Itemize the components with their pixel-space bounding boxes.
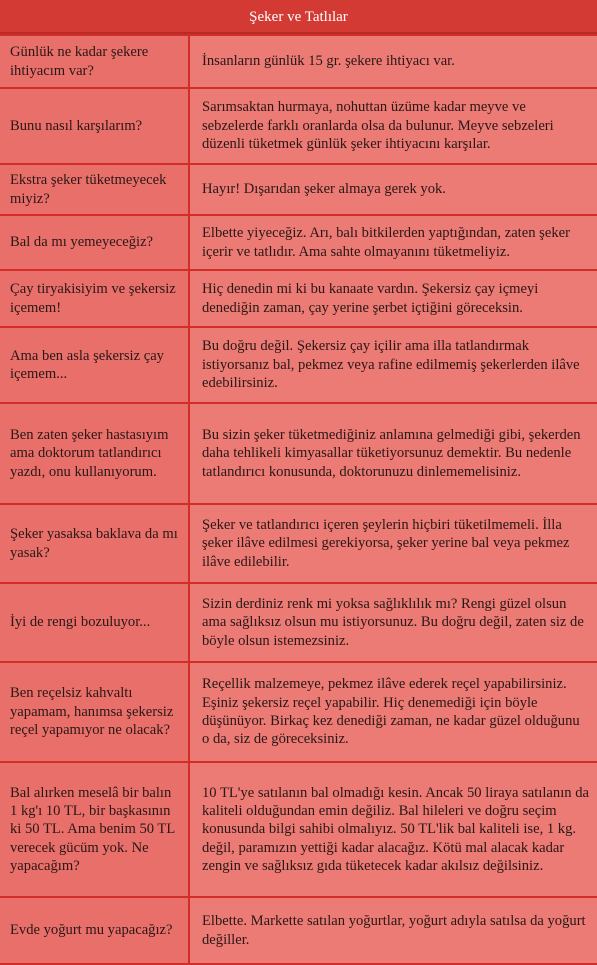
table-row <box>0 327 597 403</box>
answer-cell: Şeker ve tatlandırıcı içeren şeylerin hiçbiri tüketilmemeli. İlla şeker ilâve edilmesi gerekiyorsa, şeker yerine bal veya pekmez ilâve edilebilir. <box>189 504 597 583</box>
question-cell: Bal da mı yemeyeceğiz? <box>0 215 189 270</box>
question-cell: Şeker yasaksa baklava da mı yasak? <box>0 504 189 583</box>
table-row <box>0 504 597 583</box>
answer-cell: Elbette yiyeceğiz. Arı, balı bitkilerden yaptığından, zaten şeker içerir ve tatlıdır. Ama sahte olmayanını tüketmeliyiz. <box>189 215 597 270</box>
answer-cell: 10 TL'ye satılanın bal olmadığı kesin. Ancak 50 liraya satılanın da kaliteli olduğundan emin değiliz. Bal hileleri ve doğru seçim konusunda bilgi sahibi olmalıyız. 50 TL'lik bal kaliteli ise, 1 kg. değil, paramızın yettiği kadar alacağız. Kötü mal alacak kadar zengin ve sağlıksız gıda tüketecek kadar akılsız değilsiniz. <box>189 762 597 897</box>
question-cell: Ama ben asla şekersiz çay içemem... <box>0 327 189 403</box>
table-row <box>0 164 597 215</box>
answer-cell: Elbette. Markette satılan yoğurtlar, yoğurt adıyla satılsa da yoğurt değiller. <box>189 897 597 964</box>
table-row <box>0 583 597 662</box>
answer-cell: Bu doğru değil. Şekersiz çay içilir ama illa tatlandırmak istiyorsanız bal, pekmez veya rafine edilmemiş şekerlerden ilâve edebilirsiniz. <box>189 327 597 403</box>
table-row <box>0 88 597 164</box>
question-cell: Ben zaten şeker hastasıyım ama doktorum tatlandırıcı yazdı, onu kullanıyorum. <box>0 403 189 504</box>
answer-cell: Hayır! Dışarıdan şeker almaya gerek yok. <box>189 164 597 215</box>
table-row <box>0 403 597 504</box>
question-cell: Günlük ne kadar şekere ihtiyacım var? <box>0 35 189 88</box>
table-row <box>0 897 597 964</box>
answer-cell: Sizin derdiniz renk mi yoksa sağlıklılık mı? Rengi güzel olsun ama sağlıksız olsun mu istiyorsunuz. Bu doğru değil, zaten siz de böyle olsun istemezsiniz. <box>189 583 597 662</box>
question-cell: Çay tiryakisiyim ve şekersiz içemem! <box>0 270 189 327</box>
answer-cell: Hiç denedin mi ki bu kanaate vardın. Şekersiz çay içmeyi denediğin zaman, çay yerine şerbet içtiğini göreceksin. <box>189 270 597 327</box>
table-row <box>0 762 597 897</box>
answer-cell: Reçellik malzemeye, pekmez ilâve ederek reçel yapabilirsiniz. Eşiniz şekersiz reçel yapabilir. Hiç denemediği için böyle düşünüyor. Birkaç kez denediği zaman, ne kadar güzel olduğunu o da, siz de göreceksiniz. <box>189 662 597 762</box>
question-cell: Evde yoğurt mu yapacağız? <box>0 897 189 964</box>
table-row <box>0 270 597 327</box>
answer-cell: Bu sizin şeker tüketmediğiniz anlamına gelmediği gibi, şekerden daha tehlikeli kimyasallar tüketiyorsunuz demektir. Bu nedenle tatlandırıcı konusunda, doktorunuzu dinlememelisiniz. <box>189 403 597 504</box>
answer-cell: Sarımsaktan hurmaya, nohuttan üzüme kadar meyve ve sebzelerde farklı oranlarda olsa da bulunur. Meyve sebzeleri düzenli tüketmek günlük şeker ihtiyacını karşılar. <box>189 88 597 164</box>
answer-cell: İnsanların günlük 15 gr. şekere ihtiyacı var. <box>189 35 597 88</box>
table-title: Şeker ve Tatlılar <box>0 0 597 34</box>
question-cell: Bal alırken meselâ bir balın 1 kg'ı 10 TL, bir başkasının ki 50 TL. Ama benim 50 TL verecek gücüm yok. Ne yapacağım? <box>0 762 189 897</box>
question-cell: Ben reçelsiz kahvaltı yapamam, hanımsa şekersiz reçel yapamıyor ne olacak? <box>0 662 189 762</box>
qa-table <box>0 34 597 965</box>
question-cell: Ekstra şeker tüketmeyecek miyiz? <box>0 164 189 215</box>
qa-table-body <box>0 35 597 964</box>
question-cell: Bunu nasıl karşılarım? <box>0 88 189 164</box>
question-cell: İyi de rengi bozuluyor... <box>0 583 189 662</box>
table-row <box>0 215 597 270</box>
table-row <box>0 35 597 88</box>
table-row <box>0 662 597 762</box>
